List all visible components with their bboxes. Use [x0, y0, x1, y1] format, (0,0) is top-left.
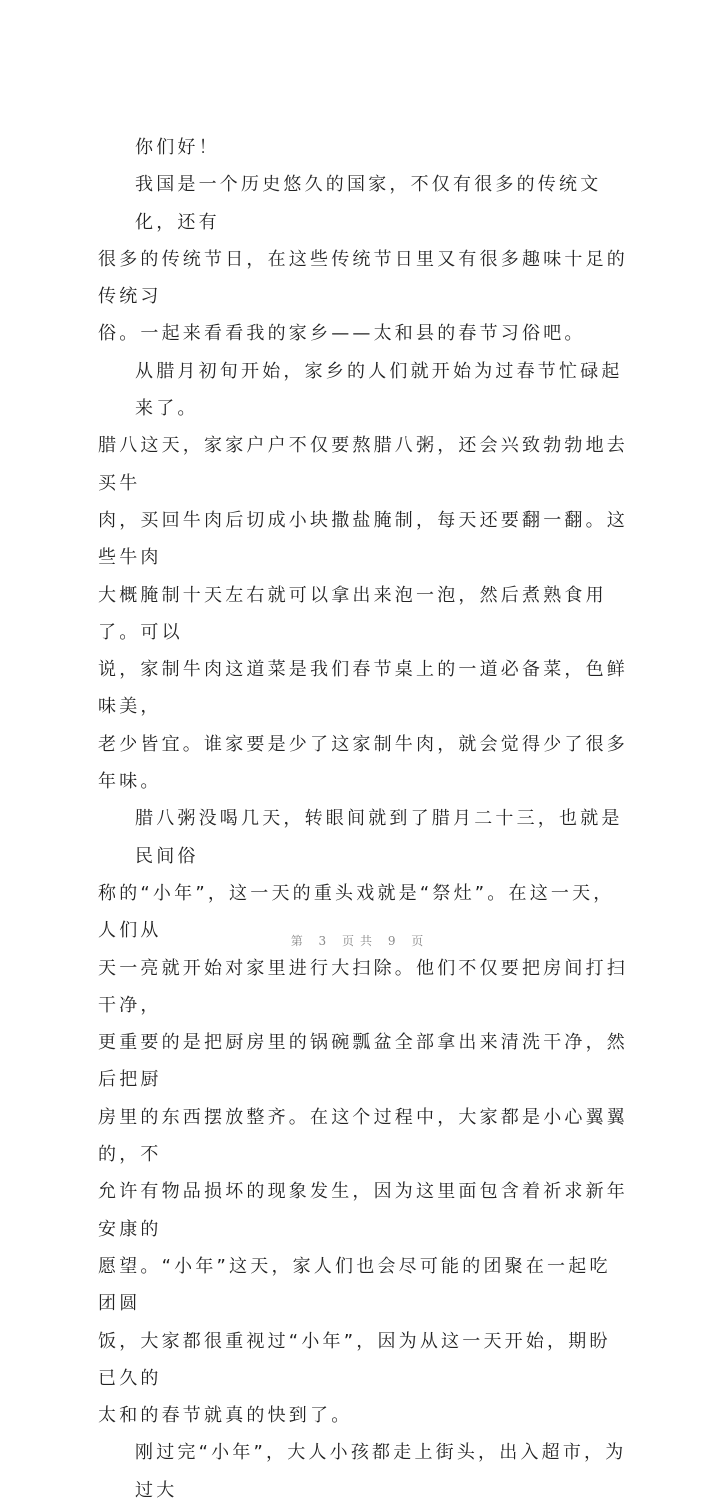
- text-line: 从腊月初旬开始，家乡的人们就开始为过春节忙碌起来了。: [135, 360, 623, 420]
- text-line: 天一亮就开始对家里进行大扫除。他们不仅要把房间打扫干净，: [98, 957, 628, 1016]
- text-line: 房里的东西摆放整齐。在这个过程中，大家都是小心翼翼的，不: [98, 1106, 628, 1166]
- text-line: 俗。一起来看看我的家乡——太和县的春节习俗吧。: [98, 323, 586, 345]
- text-line: 老少皆宜。谁家要是少了这家制牛肉，就会觉得少了很多年味。: [98, 733, 628, 793]
- text-line: 饭，大家都很重视过“小年”，因为从这一天开始，期盼已久的: [98, 1330, 611, 1389]
- paragraph: [98, 353, 628, 801]
- text-line: 更重要的是把厨房里的锅碗瓢盆全部拿出来清洗干净，然后把厨: [98, 1032, 628, 1091]
- page-number-footer: 第 3 页共 9 页: [290, 934, 430, 948]
- text-line: 说，家制牛肉这道菜是我们春节桌上的一道必备菜，色鲜味美，: [98, 659, 628, 718]
- text-line: 太和的春节就真的快到了。: [98, 1405, 353, 1427]
- text-line: 称的“小年”，这一天的重头戏就是“祭灶”。在这一天，人们从: [98, 882, 615, 942]
- text-line: 大概腌制十天左右就可以拿出来泡一泡，然后煮熟食用了。可以: [98, 584, 607, 643]
- document-body: [98, 129, 628, 1509]
- paragraph: [98, 800, 628, 1434]
- text-line: 刚过完“小年”，大人小孩都走上街头，出入超市，为过大: [135, 1442, 627, 1501]
- paragraph: [98, 129, 628, 166]
- text-line: 我国是一个历史悠久的国家，不仅有很多的传统文化，还有: [135, 174, 602, 233]
- text-line: 腊八这天，家家户户不仅要熬腊八粥，还会兴致勃勃地去买牛: [98, 435, 628, 494]
- text-line: 愿望。“小年”这天，家人们也会尽可能的团聚在一起吃团圆: [98, 1255, 611, 1315]
- text-line: 允许有物品损坏的现象发生，因为这里面包含着祈求新年安康的: [98, 1181, 628, 1240]
- text-line: 腊八粥没喝几天，转眼间就到了腊月二十三，也就是民间俗: [135, 808, 623, 867]
- text-line: 你们好！: [135, 137, 220, 158]
- paragraph: [98, 166, 628, 352]
- text-line: 肉，买回牛肉后切成小块撒盐腌制，每天还要翻一翻。这些牛肉: [98, 509, 628, 569]
- text-line: 很多的传统节日，在这些传统节日里又有很多趣味十足的传统习: [98, 248, 628, 308]
- paragraph: [98, 1434, 628, 1509]
